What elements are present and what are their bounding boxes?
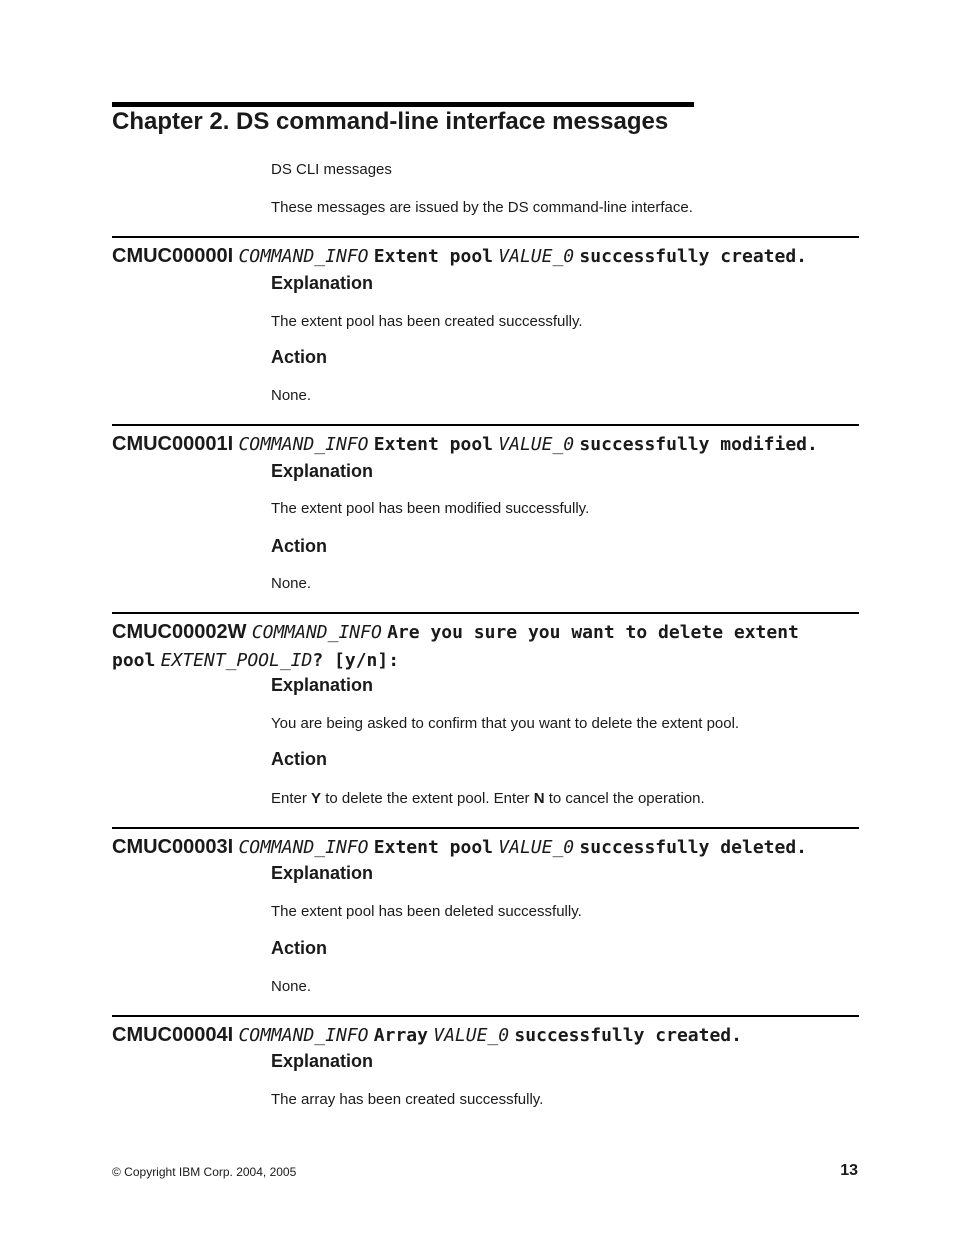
message-id: CMUC00000I [112, 245, 234, 267]
intro-description: These messages are issued by the DS command-line interface. [271, 199, 693, 216]
intro-short: DS CLI messages [271, 161, 392, 178]
message-text-end: successfully deleted. [579, 837, 807, 858]
message-rule [112, 1015, 859, 1017]
explanation-text: The array has been created successfully. [271, 1091, 544, 1108]
explanation-text: You are being asked to confirm that you want to delete the extent pool. [271, 715, 740, 732]
message-cmuc00002w [112, 612, 859, 812]
message-text: Extent pool [373, 837, 493, 858]
command-info: COMMAND_INFO [251, 622, 382, 643]
message-text: Extent pool [373, 434, 493, 455]
message-variable: VALUE_0 [498, 434, 575, 455]
action-text [271, 790, 705, 807]
message-heading [112, 430, 859, 459]
command-info: COMMAND_INFO [238, 246, 369, 267]
action-key-y: Y [311, 790, 322, 807]
message-heading [112, 242, 859, 271]
message-variable: VALUE_0 [498, 837, 575, 858]
message-text: Array [373, 1025, 428, 1046]
message-rule [112, 236, 859, 238]
message-id: CMUC00003I [112, 836, 234, 858]
message-prompt: ? [y/n]: [312, 650, 400, 671]
action-text-middle: to delete the extent pool. Enter [325, 790, 530, 807]
action-text-start: Enter [271, 790, 307, 807]
action-text: None. [271, 387, 312, 404]
explanation-heading: Explanation [271, 273, 374, 293]
message-rule [112, 827, 859, 829]
message-text-end: successfully created. [514, 1025, 742, 1046]
message-text-end: successfully modified. [579, 434, 818, 455]
explanation-text: The extent pool has been modified successfully. [271, 500, 590, 517]
message-variable: VALUE_0 [433, 1025, 510, 1046]
message-text: Extent pool [373, 246, 493, 267]
page-number: 13 [840, 1162, 858, 1179]
action-heading: Action [271, 938, 327, 958]
action-heading: Action [271, 347, 327, 367]
action-text-end: to cancel the operation. [548, 790, 705, 807]
message-variable: EXTENT_POOL_ID [160, 650, 313, 671]
explanation-heading: Explanation [271, 1051, 374, 1071]
message-cmuc00003i [112, 827, 859, 1002]
message-heading [112, 1021, 859, 1050]
message-id: CMUC00001I [112, 433, 234, 455]
action-heading: Action [271, 749, 327, 769]
explanation-heading: Explanation [271, 675, 374, 695]
action-text: None. [271, 978, 312, 995]
message-text-line2: pool [112, 650, 156, 671]
message-cmuc00000i [112, 236, 859, 411]
message-rule [112, 612, 859, 614]
copyright-notice: © Copyright IBM Corp. 2004, 2005 [112, 1165, 297, 1179]
explanation-heading: Explanation [271, 863, 374, 883]
chapter-title: Chapter 2. DS command-line interface messages [112, 108, 669, 135]
message-text-end: successfully created. [579, 246, 807, 267]
message-text: Are you sure you want to delete extent [387, 622, 799, 643]
message-cmuc00001i [112, 424, 859, 599]
explanation-text: The extent pool has been created successfully. [271, 313, 583, 330]
action-text: None. [271, 575, 312, 592]
command-info: COMMAND_INFO [238, 837, 369, 858]
message-variable: VALUE_0 [498, 246, 575, 267]
message-cmuc00004i [112, 1015, 859, 1115]
message-id: CMUC00002W [112, 621, 247, 643]
explanation-heading: Explanation [271, 461, 374, 481]
explanation-text: The extent pool has been deleted successfully. [271, 903, 582, 920]
action-heading: Action [271, 536, 327, 556]
message-rule [112, 424, 859, 426]
message-id: CMUC00004I [112, 1024, 234, 1046]
message-heading [112, 833, 859, 862]
chapter-rule [112, 102, 694, 107]
action-key-n: N [533, 790, 545, 807]
command-info: COMMAND_INFO [238, 1025, 369, 1046]
message-heading [112, 618, 859, 675]
command-info: COMMAND_INFO [238, 434, 369, 455]
